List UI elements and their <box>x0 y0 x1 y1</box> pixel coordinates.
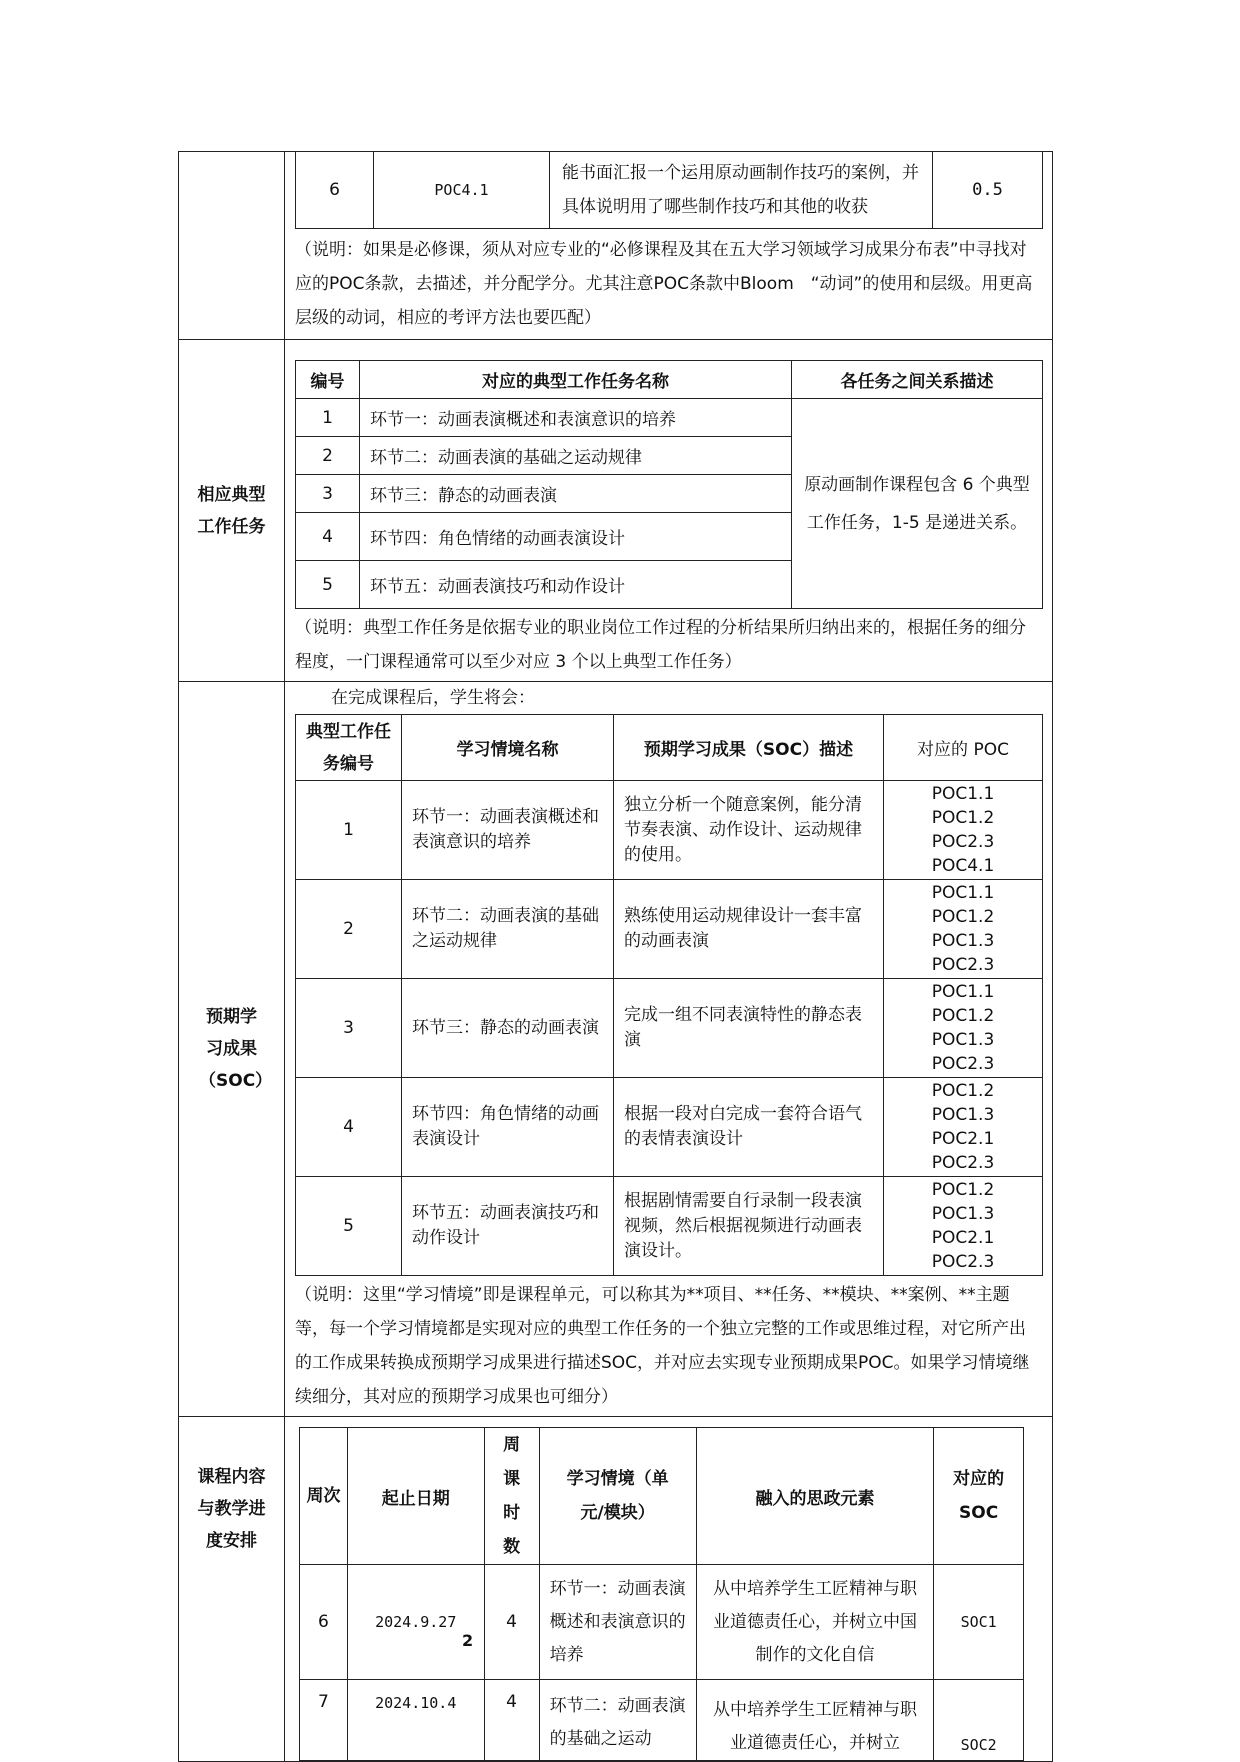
note-tasks: （说明：典型工作任务是依据专业的职业岗位工作过程的分析结果所归纳出来的，根据任务的细分程度，一门课程通常可以至少对应 3 个以上典型工作任务） <box>295 618 1026 672</box>
soc-header-no: 典型工作任务编号 <box>296 715 402 781</box>
soc-no: 4 <box>296 1078 402 1177</box>
soc-table-row <box>296 1177 1043 1276</box>
tasks-table <box>295 360 1043 609</box>
schedule-soc: SOC2 <box>934 1680 1024 1761</box>
soc-context: 环节五：动画表演技巧和动作设计 <box>402 1177 614 1276</box>
tasks-row <box>179 340 1053 682</box>
poc-item: POC1.1 <box>931 784 995 804</box>
schedule-week: 7 <box>300 1680 348 1761</box>
poc-credit: 0.5 <box>933 152 1043 229</box>
task-row <box>296 399 1043 437</box>
schedule-hours: 4 <box>484 1565 539 1680</box>
soc-poc-list <box>884 1177 1043 1276</box>
soc-desc: 根据剧情需要自行录制一段表演视频，然后根据视频进行动画表演设计。 <box>614 1177 884 1276</box>
page-number: 2 <box>462 1631 474 1650</box>
poc-item: POC1.3 <box>931 1105 995 1125</box>
soc-desc: 完成一组不同表演特性的静态表演 <box>614 979 884 1078</box>
poc-item: POC1.1 <box>931 883 995 903</box>
poc-item: POC2.3 <box>931 1252 995 1272</box>
schedule-table <box>299 1427 1024 1761</box>
soc-context: 环节四：角色情绪的动画表演设计 <box>402 1078 614 1177</box>
schedule-ideology: 从中培养学生工匠精神与职业道德责任心，并树立中国制作的文化自信 <box>696 1565 934 1680</box>
tasks-label: 相应典型工作任务 <box>179 340 285 682</box>
soc-table-row <box>296 880 1043 979</box>
poc-item: POC1.2 <box>931 907 995 927</box>
poc-item: POC2.3 <box>931 1054 995 1074</box>
soc-poc-list <box>884 979 1043 1078</box>
soc-context: 环节一：动画表演概述和表演意识的培养 <box>402 781 614 880</box>
empty-label <box>179 152 285 340</box>
poc-item: POC2.3 <box>931 955 995 975</box>
schedule-header-soc: 对应的SOC <box>934 1428 1024 1565</box>
soc-table <box>295 714 1043 1276</box>
soc-header-poc: 对应的 POC <box>884 715 1043 781</box>
poc-item: POC1.1 <box>931 982 995 1002</box>
soc-poc-list <box>884 1078 1043 1177</box>
poc-item: POC1.2 <box>931 1081 995 1101</box>
poc-item: POC1.3 <box>931 931 995 951</box>
soc-no: 1 <box>296 781 402 880</box>
poc-item: POC1.2 <box>931 1006 995 1026</box>
schedule-header-week: 周次 <box>300 1428 348 1565</box>
poc-item: POC1.2 <box>931 808 995 828</box>
soc-context: 环节三：静态的动画表演 <box>402 979 614 1078</box>
task-name: 环节四：角色情绪的动画表演设计 <box>360 513 792 561</box>
schedule-row <box>179 1417 1053 1762</box>
schedule-table-row <box>300 1565 1024 1680</box>
poc-continuation-row <box>179 152 1053 340</box>
poc-item: POC2.3 <box>931 1153 995 1173</box>
poc-item: POC1.3 <box>931 1204 995 1224</box>
poc-item: POC2.3 <box>931 832 995 852</box>
task-no: 5 <box>296 561 360 609</box>
soc-desc: 熟练使用运动规律设计一套丰富的动画表演 <box>614 880 884 979</box>
schedule-header-context: 学习情境（单元/模块） <box>539 1428 696 1565</box>
schedule-soc: SOC1 <box>934 1565 1024 1680</box>
soc-header-desc: 预期学习成果（SOC）描述 <box>614 715 884 781</box>
task-no: 1 <box>296 399 360 437</box>
soc-no: 3 <box>296 979 402 1078</box>
task-no: 4 <box>296 513 360 561</box>
soc-table-row <box>296 979 1043 1078</box>
task-name: 环节二：动画表演的基础之运动规律 <box>360 437 792 475</box>
soc-desc: 独立分析一个随意案例，能分清节奏表演、动作设计、运动规律的使用。 <box>614 781 884 880</box>
schedule-week: 6 <box>300 1565 348 1680</box>
note-soc: （说明：这里“学习情境”即是课程单元，可以称其为**项目、**任务、**模块、**案例、**主题等，每一个学习情境都是实现对应的典型工作任务的一个独立完整的工作或思维过程，对它所产出的工作成果转换成预期学习成果进行描述SOC，并对应去实现专业预期成果POC。如果学习情境继续细分，其对应的预期学习成果也可细分） <box>295 1285 1030 1407</box>
poc-desc: 能书面汇报一个运用原动画制作技巧的案例，并具体说明用了哪些制作技巧和其他的收获 <box>550 152 933 229</box>
tasks-relation: 原动画制作课程包含 6 个典型工作任务，1-5 是递进关系。 <box>792 399 1043 609</box>
poc-item: POC2.1 <box>931 1228 995 1248</box>
poc-no: 6 <box>296 152 374 229</box>
task-name: 环节五：动画表演技巧和动作设计 <box>360 561 792 609</box>
schedule-date: 2024.9.27 <box>347 1565 484 1680</box>
soc-desc: 根据一段对白完成一套符合语气的表情表演设计 <box>614 1078 884 1177</box>
soc-row <box>179 682 1053 1417</box>
poc-table <box>295 151 1043 229</box>
soc-context: 环节二：动画表演的基础之运动规律 <box>402 880 614 979</box>
poc-item: POC2.1 <box>931 1129 995 1149</box>
task-no: 3 <box>296 475 360 513</box>
poc-item: POC1.3 <box>931 1030 995 1050</box>
poc-item: POC4.1 <box>931 856 995 876</box>
poc-item: POC1.2 <box>931 1180 995 1200</box>
soc-table-row <box>296 781 1043 880</box>
task-name: 环节一：动画表演概述和表演意识的培养 <box>360 399 792 437</box>
schedule-context: 环节二：动画表演的基础之运动 <box>539 1680 696 1761</box>
poc-row <box>296 152 1043 229</box>
schedule-hours: 4 <box>484 1680 539 1761</box>
task-no: 2 <box>296 437 360 475</box>
soc-table-row <box>296 1078 1043 1177</box>
soc-intro: 在完成课程后，学生将会： <box>331 688 535 708</box>
schedule-header-date: 起止日期 <box>347 1428 484 1565</box>
schedule-ideology: 从中培养学生工匠精神与职业道德责任心，并树立 <box>696 1680 934 1761</box>
schedule-header-hours: 周课时数 <box>484 1428 539 1565</box>
note-poc: （说明：如果是必修课，须从对应专业的“必修课程及其在五大学习领域学习成果分布表”中寻找对应的POC条款，去描述，并分配学分。尤其注意POC条款中Bloom “动词”的使用和层级。用更高层级的动词，相应的考评方法也要匹配） <box>295 240 1033 328</box>
tasks-header-name: 对应的典型工作任务名称 <box>360 361 792 399</box>
soc-poc-list <box>884 880 1043 979</box>
task-name: 环节三：静态的动画表演 <box>360 475 792 513</box>
soc-no: 5 <box>296 1177 402 1276</box>
tasks-header-no: 编号 <box>296 361 360 399</box>
tasks-header-relation: 各任务之间关系描述 <box>792 361 1043 399</box>
schedule-label: 课程内容与教学进度安排 <box>179 1417 285 1762</box>
schedule-date: 2024.10.4 <box>347 1680 484 1761</box>
soc-poc-list <box>884 781 1043 880</box>
soc-header-context: 学习情境名称 <box>402 715 614 781</box>
schedule-header-ideology: 融入的思政元素 <box>696 1428 934 1565</box>
poc-code: POC4.1 <box>374 152 550 229</box>
soc-no: 2 <box>296 880 402 979</box>
schedule-table-row <box>300 1680 1024 1761</box>
course-outline-table <box>178 151 1053 1762</box>
soc-label: 预期学习成果（SOC） <box>179 682 285 1417</box>
schedule-context: 环节一：动画表演概述和表演意识的培养 <box>539 1565 696 1680</box>
